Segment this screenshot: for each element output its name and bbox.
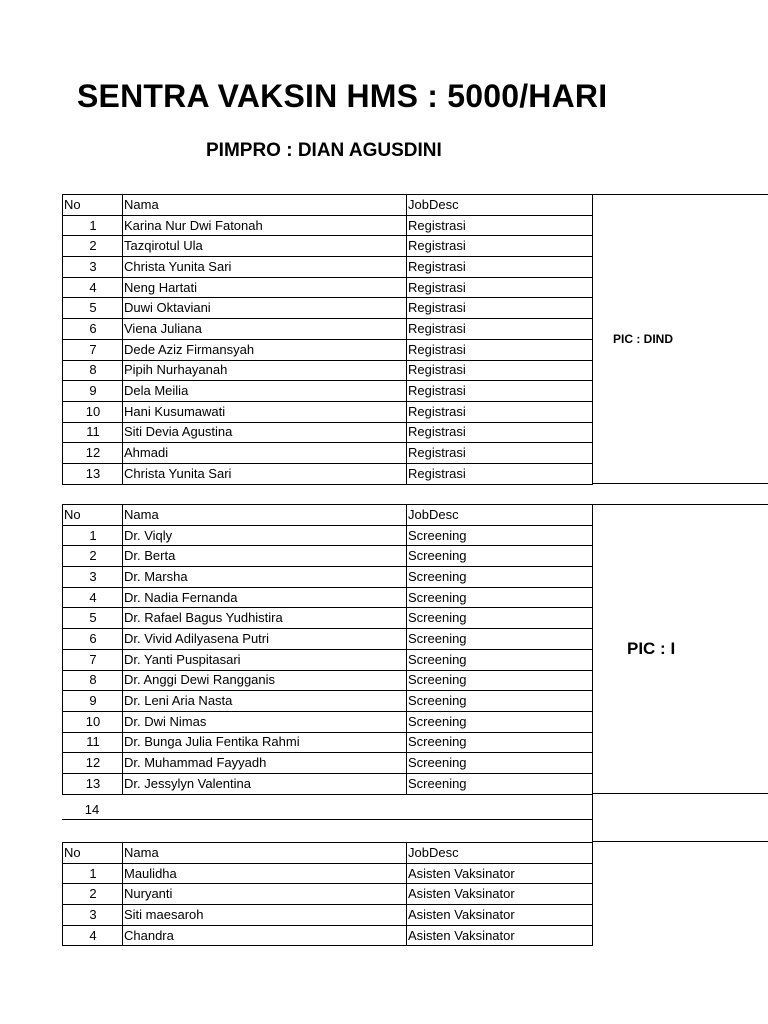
row-jobdesc: Screening <box>407 711 593 732</box>
row-jobdesc: Asisten Vaksinator <box>407 884 593 905</box>
row-name: Dr. Bunga Julia Fentika Rahmi <box>123 732 407 753</box>
row-name: Dr. Vivid Adilyasena Putri <box>123 629 407 650</box>
row-name: Siti maesaroh <box>123 905 407 926</box>
screening-table <box>62 504 593 795</box>
extra-row-number: 14 <box>84 802 100 817</box>
row-number: 2 <box>63 236 123 257</box>
table-row <box>63 884 593 905</box>
row-number: 12 <box>63 443 123 464</box>
row-jobdesc: Registrasi <box>407 463 593 484</box>
header-jobdesc: JobDesc <box>407 195 593 216</box>
registration-table-block <box>62 194 593 485</box>
row-jobdesc: Registrasi <box>407 215 593 236</box>
row-name: Pipih Nurhayanah <box>123 360 407 381</box>
row-number: 9 <box>63 691 123 712</box>
row-name: Dede Aziz Firmansyah <box>123 339 407 360</box>
header-name: Nama <box>123 843 407 864</box>
table-row <box>63 319 593 340</box>
row-jobdesc: Screening <box>407 773 593 794</box>
row-name: Christa Yunita Sari <box>123 463 407 484</box>
row-number: 6 <box>63 629 123 650</box>
row-jobdesc: Registrasi <box>407 360 593 381</box>
row-number: 2 <box>63 884 123 905</box>
row-name: Neng Hartati <box>123 277 407 298</box>
row-number: 7 <box>63 339 123 360</box>
table-row <box>63 298 593 319</box>
table-row <box>63 608 593 629</box>
row-jobdesc: Screening <box>407 732 593 753</box>
row-jobdesc: Registrasi <box>407 298 593 319</box>
table-row <box>63 381 593 402</box>
row-number: 7 <box>63 649 123 670</box>
row-jobdesc: Screening <box>407 525 593 546</box>
row-number: 11 <box>63 422 123 443</box>
table-row <box>63 773 593 794</box>
row-name: Dr. Marsha <box>123 567 407 588</box>
page-title: SENTRA VAKSIN HMS : 5000/HARI <box>77 78 608 114</box>
table-row <box>63 925 593 946</box>
table-row <box>63 567 593 588</box>
row-number: 5 <box>63 608 123 629</box>
screening-pic-cell <box>592 504 768 794</box>
row-number: 10 <box>63 711 123 732</box>
header-name: Nama <box>123 505 407 526</box>
table-row <box>63 463 593 484</box>
row-jobdesc: Screening <box>407 691 593 712</box>
table-row <box>63 649 593 670</box>
row-jobdesc: Asisten Vaksinator <box>407 925 593 946</box>
row-jobdesc: Registrasi <box>407 381 593 402</box>
row-jobdesc: Registrasi <box>407 422 593 443</box>
table-row <box>63 236 593 257</box>
table-header-row <box>63 195 593 216</box>
row-jobdesc: Screening <box>407 608 593 629</box>
row-jobdesc: Screening <box>407 649 593 670</box>
table-row <box>63 443 593 464</box>
registration-pic-label: PIC : DIND <box>613 332 673 346</box>
table-row <box>63 753 593 774</box>
row-jobdesc: Registrasi <box>407 401 593 422</box>
page-subtitle: PIMPRO : DIAN AGUSDINI <box>206 140 442 161</box>
row-name: Dr. Viqly <box>123 525 407 546</box>
row-name: Dr. Jessylyn Valentina <box>123 773 407 794</box>
table-row <box>63 277 593 298</box>
table-row <box>63 711 593 732</box>
registration-table <box>62 194 593 485</box>
row-name: Duwi Oktaviani <box>123 298 407 319</box>
table-row <box>63 629 593 650</box>
row-name: Chandra <box>123 925 407 946</box>
row-name: Dr. Dwi Nimas <box>123 711 407 732</box>
row-name: Hani Kusumawati <box>123 401 407 422</box>
table-row <box>63 360 593 381</box>
registration-pic-cell <box>592 194 768 484</box>
row-jobdesc: Screening <box>407 629 593 650</box>
row-number: 8 <box>63 360 123 381</box>
row-number: 4 <box>63 587 123 608</box>
row-number: 2 <box>63 546 123 567</box>
row-jobdesc: Registrasi <box>407 319 593 340</box>
header-jobdesc: JobDesc <box>407 505 593 526</box>
table-header-row <box>63 843 593 864</box>
table-row <box>63 670 593 691</box>
table-row <box>63 546 593 567</box>
row-name: Viena Juliana <box>123 319 407 340</box>
row-name: Ahmadi <box>123 443 407 464</box>
row-number: 13 <box>63 463 123 484</box>
table-header-row <box>63 505 593 526</box>
screening-table-block <box>62 504 593 795</box>
row-name: Dr. Anggi Dewi Rangganis <box>123 670 407 691</box>
screening-extra-row <box>62 794 592 820</box>
row-number: 4 <box>63 277 123 298</box>
row-name: Dr. Rafael Bagus Yudhistira <box>123 608 407 629</box>
row-name: Maulidha <box>123 863 407 884</box>
row-jobdesc: Screening <box>407 670 593 691</box>
row-jobdesc: Registrasi <box>407 236 593 257</box>
row-number: 4 <box>63 925 123 946</box>
row-number: 9 <box>63 381 123 402</box>
table-row <box>63 339 593 360</box>
row-name: Karina Nur Dwi Fatonah <box>123 215 407 236</box>
row-name: Dela Meilia <box>123 381 407 402</box>
table-row <box>63 215 593 236</box>
table-row <box>63 587 593 608</box>
table-row <box>63 863 593 884</box>
header-no: No <box>63 195 123 216</box>
table-row <box>63 401 593 422</box>
vaccinator-table <box>62 842 593 946</box>
table-row <box>63 691 593 712</box>
row-number: 5 <box>63 298 123 319</box>
header-name: Nama <box>123 195 407 216</box>
row-name: Dr. Muhammad Fayyadh <box>123 753 407 774</box>
row-jobdesc: Screening <box>407 546 593 567</box>
row-number: 13 <box>63 773 123 794</box>
row-jobdesc: Screening <box>407 567 593 588</box>
table-row <box>63 257 593 278</box>
row-jobdesc: Asisten Vaksinator <box>407 905 593 926</box>
row-name: Dr. Berta <box>123 546 407 567</box>
header-no: No <box>63 505 123 526</box>
row-number: 3 <box>63 567 123 588</box>
row-number: 11 <box>63 732 123 753</box>
row-number: 3 <box>63 257 123 278</box>
row-number: 1 <box>63 863 123 884</box>
row-jobdesc: Screening <box>407 753 593 774</box>
table-row <box>63 905 593 926</box>
row-name: Siti Devia Agustina <box>123 422 407 443</box>
row-number: 12 <box>63 753 123 774</box>
row-number: 1 <box>63 525 123 546</box>
row-jobdesc: Registrasi <box>407 443 593 464</box>
table-row <box>63 525 593 546</box>
row-jobdesc: Registrasi <box>407 277 593 298</box>
row-jobdesc: Screening <box>407 587 593 608</box>
header-no: No <box>63 843 123 864</box>
table-row <box>63 732 593 753</box>
row-jobdesc: Asisten Vaksinator <box>407 863 593 884</box>
row-name: Tazqirotul Ula <box>123 236 407 257</box>
header-jobdesc: JobDesc <box>407 843 593 864</box>
row-name: Dr. Yanti Puspitasari <box>123 649 407 670</box>
vaccinator-table-block <box>62 842 593 946</box>
row-number: 3 <box>63 905 123 926</box>
row-jobdesc: Registrasi <box>407 257 593 278</box>
row-jobdesc: Registrasi <box>407 339 593 360</box>
screening-pic-label: PIC : I <box>627 639 676 658</box>
row-name: Dr. Leni Aria Nasta <box>123 691 407 712</box>
table-row <box>63 422 593 443</box>
row-name: Christa Yunita Sari <box>123 257 407 278</box>
row-number: 1 <box>63 215 123 236</box>
row-number: 8 <box>63 670 123 691</box>
row-name: Dr. Nadia Fernanda <box>123 587 407 608</box>
row-number: 6 <box>63 319 123 340</box>
row-number: 10 <box>63 401 123 422</box>
row-name: Nuryanti <box>123 884 407 905</box>
vaccinator-side-cell <box>592 793 768 842</box>
